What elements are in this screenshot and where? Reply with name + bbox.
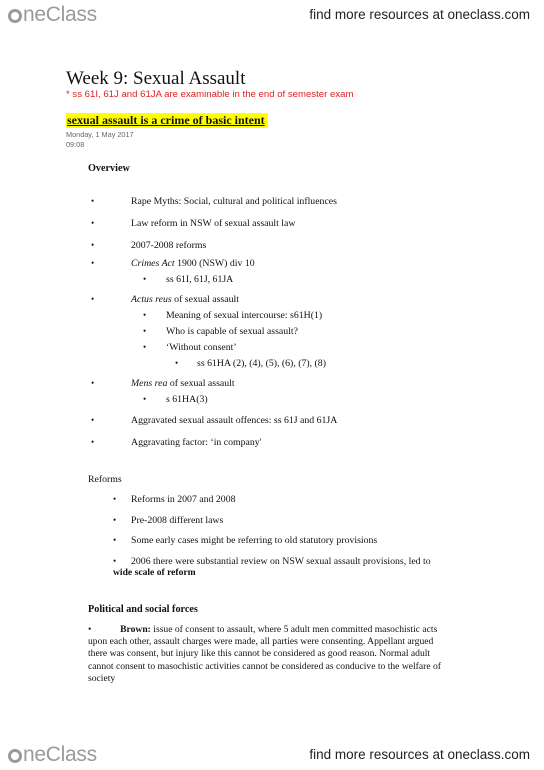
logo-circle-icon [8, 749, 22, 763]
subbullet-icon: • [175, 358, 179, 368]
case-name: Brown: [120, 624, 151, 635]
reforms-item: 2006 there were substantial review on NSW sexual assault provisions, led to [131, 556, 431, 567]
subbullet-icon: • [143, 394, 147, 404]
overview-subitem: s 61HA(3) [166, 394, 208, 405]
reforms-item-bold: wide scale of reform [113, 567, 196, 578]
header-tagline-link[interactable]: find more resources at oneclass.com [309, 7, 530, 22]
reforms-item: Pre-2008 different laws [131, 515, 224, 526]
overview-item: Law reform in NSW of sexual assault law [131, 218, 296, 229]
bullet-icon: • [91, 240, 95, 250]
bullet-icon: • [91, 258, 95, 268]
bullet-icon: • [91, 415, 95, 425]
subbullet-icon: • [143, 326, 147, 336]
overview-heading: Overview [88, 163, 130, 174]
subbullet-icon: • [143, 342, 147, 352]
overview-item [131, 258, 255, 269]
case-summary: issue of consent to assault, where 5 adult men committed masochistic acts upon each other, assault charges were made, all parties were consenting. Appellant argued there was consent, but injury like this cannot be considered as good reason. Normal adult cannot consent to masochistic activities cannot be considered as conducive to the welfare of society [88, 624, 441, 684]
overview-subitem: Meaning of sexual intercourse: s61H(1) [166, 310, 323, 321]
brown-paragraph [88, 624, 444, 685]
political-heading: Political and social forces [88, 604, 198, 615]
oneclass-logo[interactable] [8, 743, 97, 767]
bullet-icon: • [113, 535, 117, 545]
overview-item: 2007-2008 reforms [131, 240, 207, 251]
note-date: Monday, 1 May 2017 [66, 130, 134, 139]
exam-note: * ss 61I, 61J and 61JA are examinable in the end of semester exam [66, 89, 354, 100]
bullet-icon: • [91, 437, 95, 447]
bullet-icon: • [91, 294, 95, 304]
highlighted-heading: sexual assault is a crime of basic intent [66, 113, 268, 128]
overview-subitem: ss 61I, 61J, 61JA [166, 274, 234, 285]
bullet-icon: • [88, 624, 92, 635]
note-time: 09:08 [66, 140, 85, 149]
overview-item [131, 294, 239, 305]
mens-rea-rest: of sexual assault [167, 378, 235, 389]
subbullet-icon: • [143, 310, 147, 320]
reforms-item: Some early cases might be referring to old statutory provisions [131, 535, 378, 546]
page-footer [0, 740, 544, 770]
statute-rest: 1900 (NSW) div 10 [174, 258, 255, 269]
logo-text: neClass [23, 3, 97, 26]
footer-tagline-link[interactable]: find more resources at oneclass.com [309, 747, 530, 762]
reforms-heading: Reforms [88, 474, 122, 485]
bullet-icon: • [91, 196, 95, 206]
reforms-item: Reforms in 2007 and 2008 [131, 494, 236, 505]
overview-subitem: ‘Without consent’ [166, 342, 237, 353]
actus-reus-term: Actus reus [131, 294, 172, 305]
page-header [0, 0, 544, 30]
logo-circle-icon [8, 9, 22, 23]
mens-rea-term: Mens rea [131, 378, 168, 389]
overview-item: Rape Myths: Social, cultural and political influences [131, 196, 337, 207]
statute-name: Crimes Act [131, 258, 175, 269]
logo-text: neClass [23, 743, 97, 766]
overview-subitem: Who is capable of sexual assault? [166, 326, 298, 337]
bullet-icon: • [91, 378, 95, 388]
page-title: Week 9: Sexual Assault [66, 68, 246, 89]
bullet-icon: • [113, 515, 117, 525]
bullet-icon: • [91, 218, 95, 228]
overview-item: Aggravating factor: ‘in company' [131, 437, 262, 448]
subbullet-icon: • [143, 274, 147, 284]
actus-reus-rest: of sexual assault [171, 294, 239, 305]
overview-item: Aggravated sexual assault offences: ss 61J and 61JA [131, 415, 338, 426]
overview-subsubitem: ss 61HA (2), (4), (5), (6), (7), (8) [197, 358, 326, 369]
bullet-icon: • [113, 556, 117, 566]
oneclass-logo[interactable] [8, 3, 97, 27]
overview-item [131, 378, 235, 389]
bullet-icon: • [113, 494, 117, 504]
